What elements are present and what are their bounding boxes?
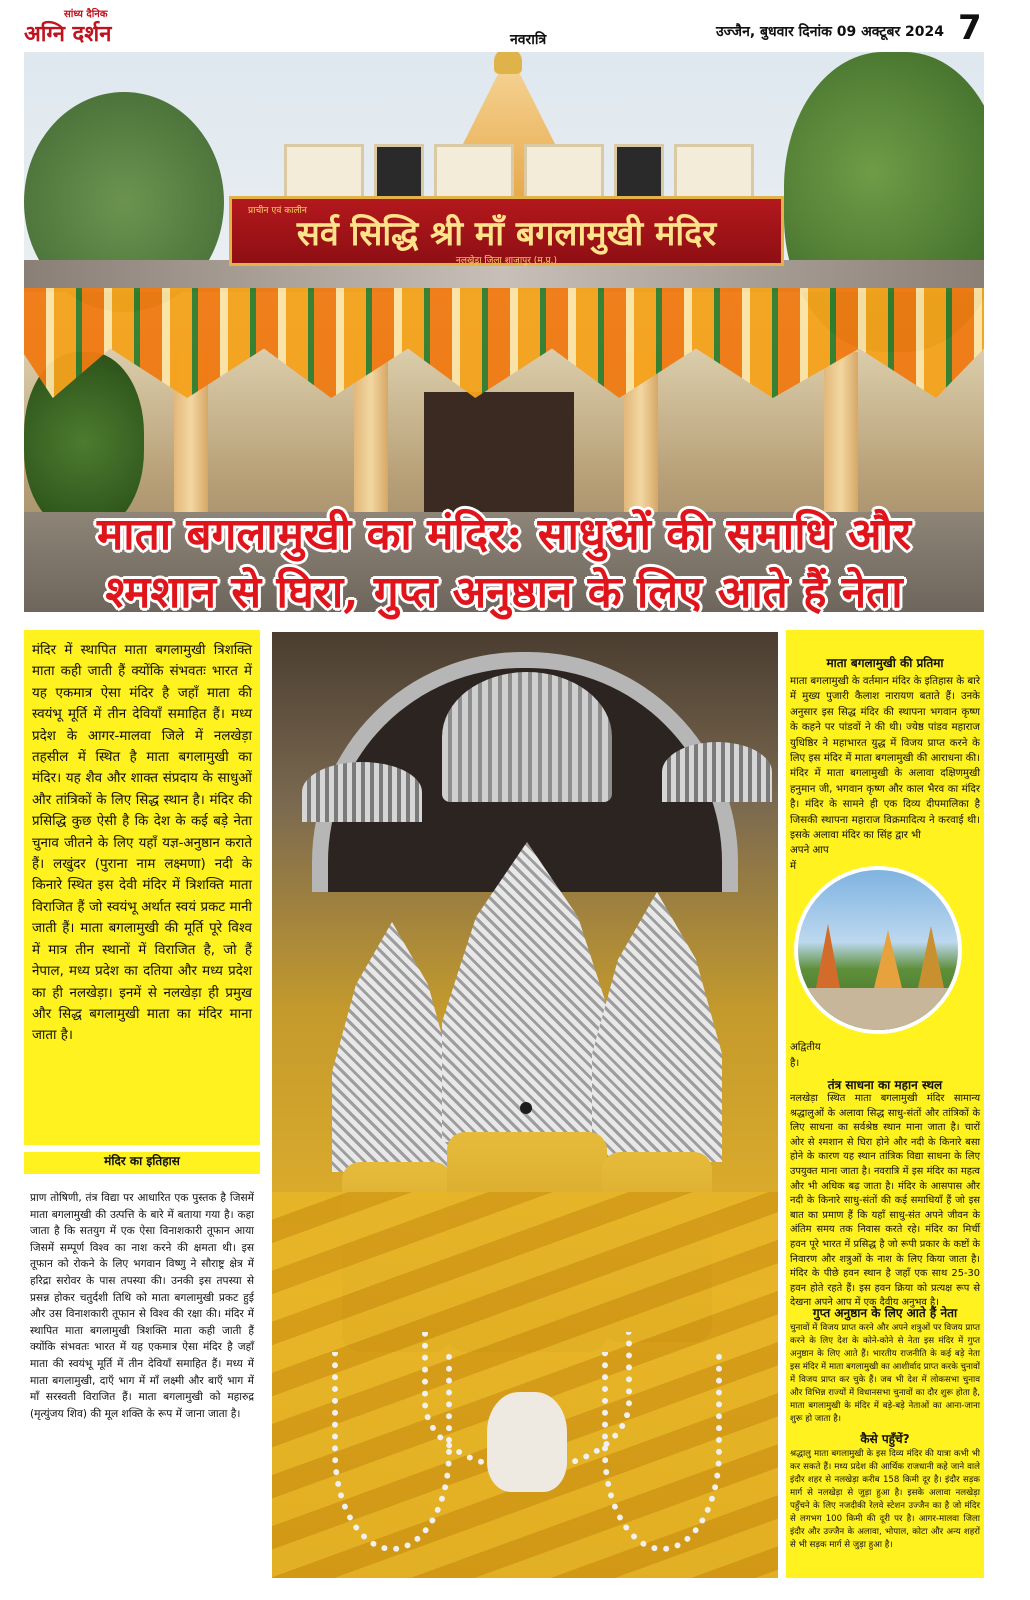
temple-kalash xyxy=(494,52,522,74)
silver-canopy xyxy=(442,672,612,802)
speaker xyxy=(374,144,424,200)
temple-inset-photo xyxy=(794,866,962,1034)
hanging-lamp-right xyxy=(662,742,772,802)
temple-banner xyxy=(229,196,784,266)
tile xyxy=(524,144,604,200)
banner-subtext: नलखेड़ा जिला शाजापुर (म.प्र.) xyxy=(455,256,558,266)
page-number: 7 xyxy=(958,8,982,48)
inset-base xyxy=(798,988,962,1034)
crown-right xyxy=(592,892,722,1162)
tantra-subheading: तंत्र साधना का महान स्थल xyxy=(827,1078,943,1092)
idol-text-line: है। xyxy=(790,1058,800,1069)
logo-title: अग्नि दर्शन xyxy=(24,21,112,47)
idol-text-line: में xyxy=(790,860,797,872)
tile xyxy=(434,144,514,200)
idol-text-line: अद्वितीय xyxy=(790,1042,821,1053)
leaders-subheading: गुप्त अनुष्ठान के लिए आते हैं नेता xyxy=(812,1306,958,1320)
dateline: उज्जैन, बुधवार दिनांक 09 अक्टूबर 2024 xyxy=(716,24,945,40)
inset-spire xyxy=(816,924,840,988)
tile xyxy=(674,144,754,200)
headline xyxy=(24,506,984,622)
idol-text-line: अपने आप xyxy=(790,845,829,857)
speaker xyxy=(614,144,664,200)
gem-center xyxy=(520,1102,532,1114)
leaders-text: चुनावों में विजय प्राप्त करने और अपने शत्रुओं पर विजय प्राप्त करने के लिए देश के कोने-कोने से नेता इस मंदिर में गुप्त अनुष्ठान के लिए आते हैं। भारतीय राजनीति के कई बड़े नेता इस मंदिर में माता बगलामुखी का आशीर्वाद प्राप्त करके चुनावों में विजय प्राप्त कर चुके हैं। जब भी देश में लोकसभा चुनाव और विभिन्न राज्यों में विधानसभा चुनावों का दौर शुरू होता है, माता बगलामुखी के मंदिर में बड़े-बड़े नेताओं का आना-जाना शुरू हो जाता है। xyxy=(790,1323,980,1424)
banner-title: सर्व सिद्धि श्री माँ बगलामुखी मंदिर xyxy=(296,214,717,254)
necklace-left xyxy=(332,1352,452,1552)
headline-line-2: श्मशान से घिरा, गुप्त अनुष्ठान के लिए आते हैं नेता xyxy=(105,567,903,618)
how-to-reach-text: श्रद्धालु माता बगलामुखी के इस दिव्य मंदिर की यात्रा कभी भी कर सकते हैं। मध्य प्रदेश की आर्थिक राजधानी कहे जाने वाले इंदौर शहर से नलखेड़ा करीब 158 किमी दूर है। इंदौर सड़क मार्ग से नलखेड़ा से जुड़ा हुआ है। इसके अलावा नलखेड़ा पहुँचने के लिए नजदीकी रेलवे स्टेशन उज्जैन का है जो मंदिर से लगभग 100 किमी की दूरी पर है। आगर-मालवा जिला इंदौर और उज्जैन के अलावा, भोपाल, कोटा और अन्य शहरों से भी सड़क मार्ग से जुड़ा हुआ है। xyxy=(790,1449,980,1550)
masthead xyxy=(0,0,1030,52)
history-subheading: मंदिर का इतिहास xyxy=(24,1152,260,1174)
newspaper-logo xyxy=(24,6,144,48)
inset-spire xyxy=(918,926,944,988)
decorative-tiles xyxy=(284,144,754,200)
how-to-reach-subheading: कैसे पहुँचें? xyxy=(860,1432,910,1446)
headline-line-1: माता बगलामुखी का मंदिर: साधुओं की समाधि और xyxy=(96,509,911,560)
history-text: प्राण तोषिणी, तंत्र विद्या पर आधारित एक पुस्तक है जिसमें माता बगलामुखी की उत्पत्ति के बारे में बताया गया है। कहा जाता है कि सतयुग में एक ऐसा विनाशकारी तूफान आया जिसमें सम्पूर्ण विश्व का नाश करने की क्षमता थी। इस तूफान को रोकने के लिए भगवान विष्णु ने सौराष्ट्र क्षेत्र में हरिद्रा सरोवर के पास तपस्या की। उनकी इस तपस्या से प्रसन्न होकर चतुर्दशी तिथि को माता बगलामुखी प्रकट हुई और उस विनाशकारी तूफान से विश्व की रक्षा की। मंदिर में स्थापित माता बगलामुखी त्रिशक्ति माता कही जाती हैं क्योंकि संभवतः भारत में यह एकमात्र ऐसा मंदिर है जहाँ माता की स्वयंभू मूर्ति में तीन देवियाँ समाहित हैं। मध्य में माता बगलामुखी, दाएँ भाग में माँ लक्ष्मी और बाएँ भाग में माँ सरस्वती विराजित हैं। माता बगलामुखी को महारुद्र (मृत्युंजय शिव) की मूल शक्ति के रूप में जाना जाता है। xyxy=(30,1192,254,1420)
intro-column: मंदिर में स्थापित माता बगलामुखी त्रिशक्ति माता कही जाती हैं क्योंकि संभवतः भारत में यह एकमात्र ऐसा मंदिर है जहाँ माता की स्वयंभू मूर्ति में तीन देवियाँ समाहित हैं। मध्य प्रदेश के आगर-मालवा जिले में नलखेड़ा तहसील में स्थित है माता बगलामुखी का मंदिर। यह शैव और शाक्त संप्रदाय के साधुओं और तांत्रिकों के लिए सिद्ध स्थान है। मंदिर की प्रसिद्धि कुछ ऐसी है कि देश के कई बड़े नेता चुनाव जीतने के लिए यहाँ यज्ञ-अनुष्ठान कराते हैं। लखुंदर (पुराना नाम लक्ष्मणा) नदी के किनारे स्थित इस देवी मंदिर में त्रिशक्ति माता विराजित हैं जो स्वयंभू अर्थात स्वयं प्रकट मानी जाती हैं। माता बगलामुखी की मूर्ति पूरे विश्व में मात्र तीन स्थानों में विराजित है, जो हैं नेपाल, मध्य प्रदेश का दतिया और मध्य प्रदेश का ही नलखेड़ा। इनमें से नलखेड़ा ही प्रमुख और सिद्ध बगलामुखी माता का मंदिर माना जाता है। xyxy=(24,630,260,1145)
idol-text-main: माता बगलामुखी के वर्तमान मंदिर के इतिहास के बारे में मुख्य पुजारी कैलाश नारायण बताते हैं। उनके अनुसार इस सिद्ध मंदिर की स्थापना भगवान कृष्ण के कहने पर पांडवों ने की थी। ज्येष्ठ पांडव महाराज युधिष्ठिर ने महाभारत युद्ध में विजय प्राप्त करने के लिए इस मंदिर में माता बगलामुखी की आराधना की। मंदिर में माता बगलामुखी के अलावा दक्षिणमुखी हनुमान जी, भगवान कृष्ण और काल भैरव का मंदिर है। मंदिर के सामने ही एक दिव्य दीपमालिका है जिसकी स्थापना महाराज विक्रमादित्य ने करवाई थी। इसके अलावा मंदिर का सिंह द्वार भी xyxy=(790,676,980,842)
necklace-right xyxy=(602,1352,722,1552)
idol-photo xyxy=(272,632,778,1578)
idol-text xyxy=(790,674,980,874)
idol-subheading: माता बगलामुखी की प्रतिमा xyxy=(826,656,944,670)
hanging-lamp-left xyxy=(302,762,422,822)
small-deity xyxy=(487,1392,567,1492)
crown-left xyxy=(332,922,452,1172)
logo-tagline: सांध्य दैनिक xyxy=(64,9,108,20)
banner-pretext: प्राचीन एवं कालीन xyxy=(248,206,307,216)
section-tag: नवरात्रि xyxy=(510,32,547,48)
tantra-text: नलखेड़ा स्थित माता बगलामुखी मंदिर सामान्य श्रद्धालुओं के अलावा सिद्ध साधु-संतों और तांत्रिकों के लिए साधना का सर्वश्रेष्ठ स्थान माना जाता है। चारों ओर से श्मशान से घिरा होने और नदी के किनारे बसा होने के कारण यह स्थान तांत्रिक विद्या साधना के लिए उपयुक्त माना जाता है। नवरात्रि में इस मंदिर का महत्व और भी अधिक बढ़ जाता है। मंदिर के आसपास और नदी के किनारे साधु-संतों की कई समाधियाँ हैं जो इस बात का प्रमाण हैं कि यहाँ साधु-संत अपने जीवन के अंतिम समय तक निवास करते रहे। मंदिर का मिर्ची हवन पूरे भारत में प्रसिद्ध है जो रूपी प्रकार के कष्टों के निवारण और शत्रुओं के नाश के लिए किया जाता है। मंदिर के पीछे हवन स्थान है जहाँ एक साथ 25-30 हवन होते रहते हैं। इस हवन क्रिया को प्रत्यक्ष रूप से देखना अपने आप में एक दैवीय अनुभव है। xyxy=(790,1093,980,1309)
inset-spire xyxy=(874,930,902,988)
tile xyxy=(284,144,364,200)
